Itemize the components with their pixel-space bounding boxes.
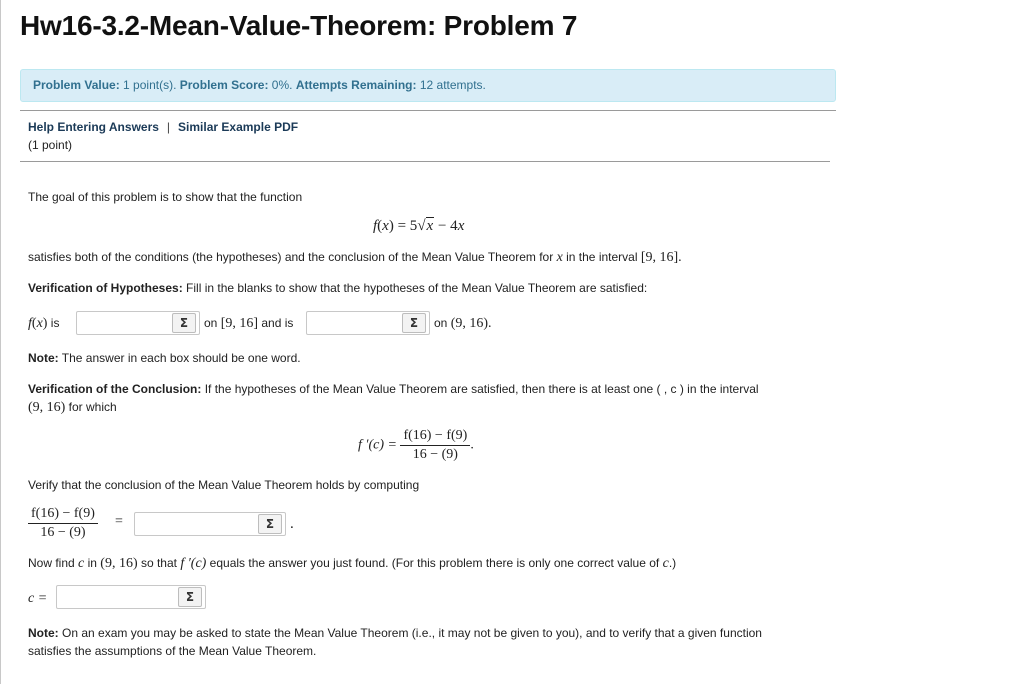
divider-top	[20, 110, 836, 111]
point-value: (1 point)	[28, 138, 73, 152]
problem-score: 0%.	[271, 78, 293, 92]
hyp-fx-label: f(x) is	[28, 316, 60, 331]
attempts-remaining: 12 attempts.	[419, 78, 486, 92]
page-left-border	[0, 0, 1, 684]
c-equals-label: c =	[28, 591, 48, 606]
conclusion-interval-line: (9, 16) for which	[28, 400, 117, 415]
function-display: f(x) = 5√x − 4x	[373, 218, 465, 234]
exam-note-line2: satisfies the assumptions of the Mean Value Theorem.	[28, 644, 317, 658]
page-title: Hw16-3.2-Mean-Value-Theorem: Problem 7	[20, 10, 578, 41]
sigma-icon[interactable]: Σ	[258, 514, 282, 534]
problem-value: 1 point(s).	[123, 78, 177, 92]
link-separator: |	[166, 120, 171, 134]
problem-value-label: Problem Value:	[33, 78, 120, 92]
equals-sign: =	[115, 514, 123, 529]
mvt-equation: f ′(c) = $\frac{f(16) - f(9)}{16 - (9)}$ .	[358, 428, 474, 462]
find-c-text: Now find c in (9, 16) so that f ′(c) equals the answer you just found. (For this problem there is only one correct value of c.)	[28, 556, 677, 571]
attempts-remaining-label: Attempts Remaining:	[295, 78, 417, 92]
note-one-word: Note: The answer in each box should be one word.	[28, 351, 301, 365]
sigma-icon[interactable]: Σ	[178, 587, 202, 607]
sigma-icon[interactable]: Σ	[172, 313, 196, 333]
difference-quotient: $\frac{f(16) - f(9)}{16 - (9)}$	[28, 506, 98, 541]
hypotheses-heading: Verification of Hypotheses: Fill in the blanks to show that the hypotheses of the Mean Value Theorem are satisfied:	[28, 281, 648, 295]
sigma-icon[interactable]: Σ	[402, 313, 426, 333]
verify-text: Verify that the conclusion of the Mean Value Theorem holds by computing	[28, 478, 420, 492]
intro-text: The goal of this problem is to show that the function	[28, 190, 303, 204]
divider-bottom	[20, 161, 830, 162]
hyp-on-open: on (9, 16).	[434, 316, 492, 331]
problem-score-label: Problem Score:	[179, 78, 269, 92]
problem-info-banner	[20, 69, 836, 102]
help-links	[28, 120, 298, 134]
satisfies-text: satisfies both of the conditions (the hypotheses) and the conclusion of the Mean Value Theorem for x in the interval [9, 16].	[28, 250, 682, 265]
similar-example-pdf-link[interactable]: Similar Example PDF	[178, 120, 299, 134]
slope-period: .	[290, 516, 294, 532]
hyp-on-closed: on [9, 16] and is	[204, 316, 294, 331]
help-entering-answers-link[interactable]: Help Entering Answers	[28, 120, 159, 134]
exam-note: Note: On an exam you may be asked to state the Mean Value Theorem (i.e., it may not be given to you), and to verify that a given function	[28, 626, 762, 640]
conclusion-heading: Verification of the Conclusion: If the hypotheses of the Mean Value Theorem are satisfied, then there is at least one ( , c ) in the interval	[28, 382, 759, 396]
